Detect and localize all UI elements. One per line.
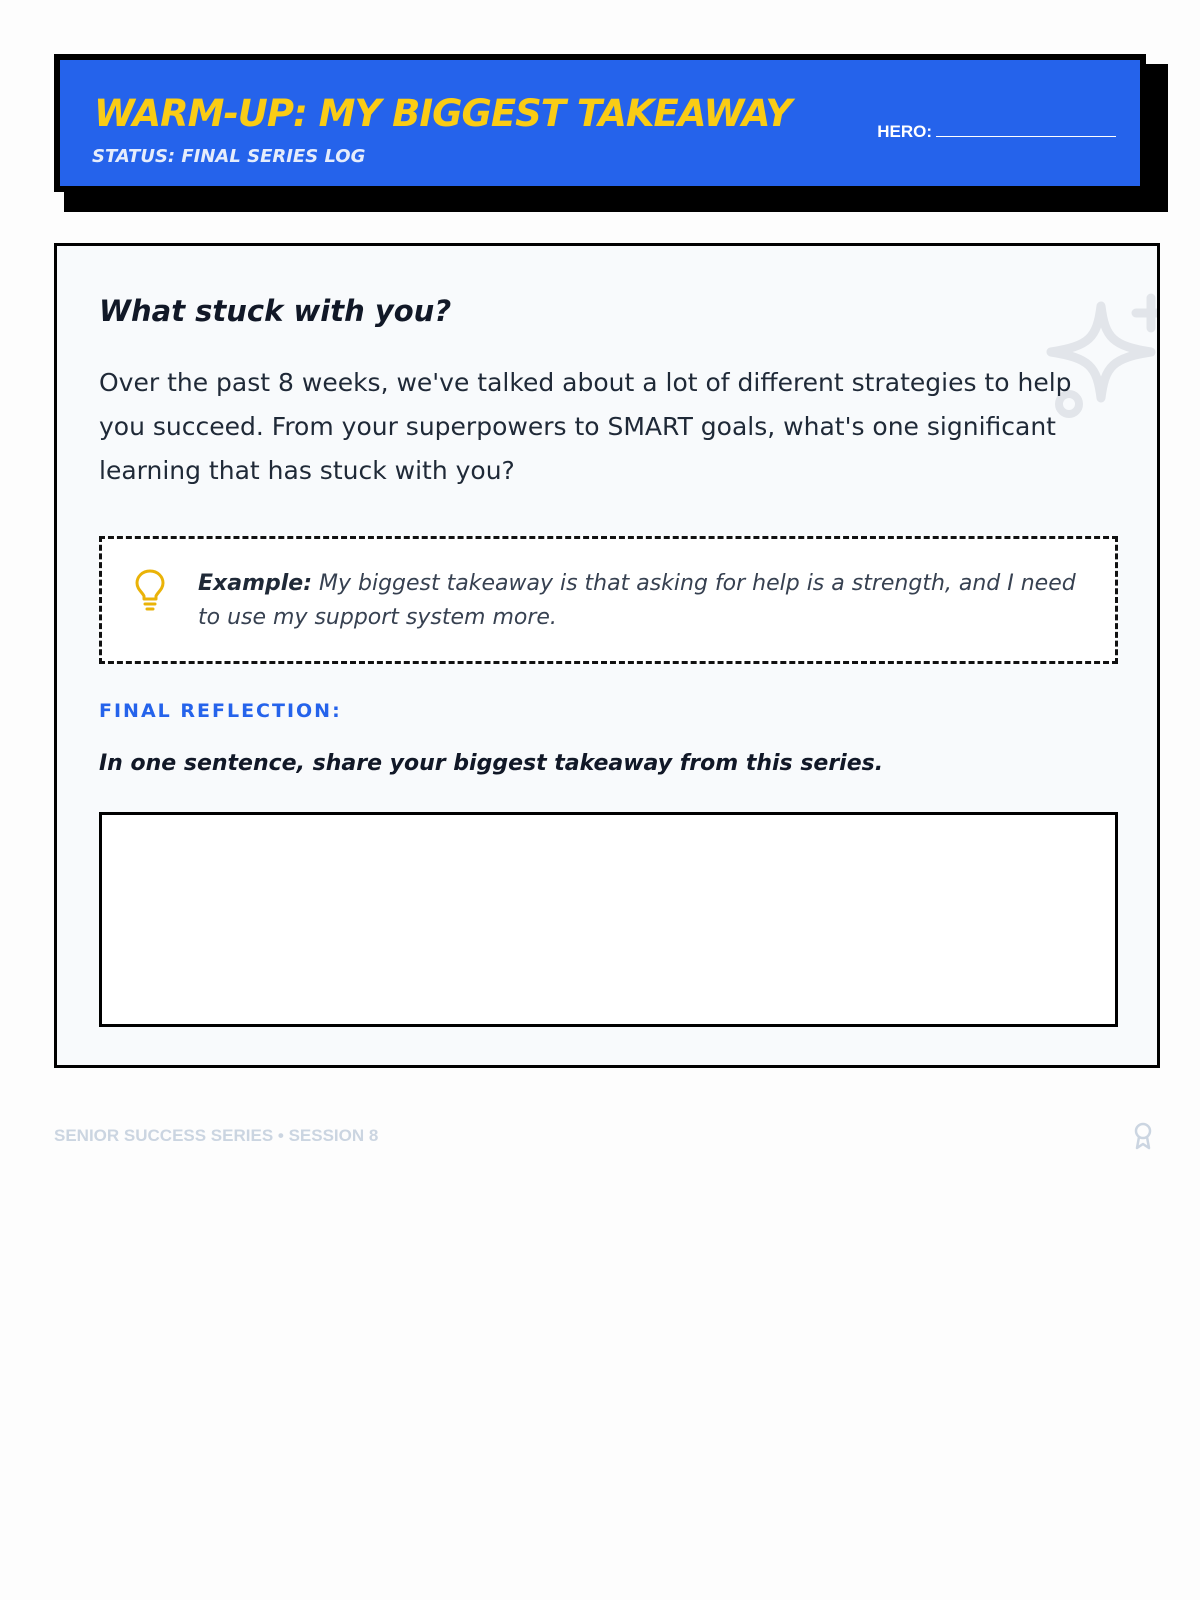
hero-name-line[interactable] [936,135,1116,137]
example-label: Example: [198,571,312,596]
hero-label: HERO: [877,122,932,141]
final-reflection-label: FINAL REFLECTION: [99,700,342,722]
page-title: WARM-UP: MY BIGGEST TAKEAWAY [94,92,792,135]
award-icon [1133,1122,1153,1150]
lightbulb-icon [134,567,166,611]
reflection-prompt: In one sentence, share your biggest takeaway from this series. [99,751,884,776]
example-callout [99,536,1118,664]
takeaway-answer-field[interactable] [99,812,1118,1027]
card-heading: What stuck with you? [99,294,452,328]
card-body-text: Over the past 8 weeks, we've talked about a lot of different strategies to help you succeed. From your superpowers to SMART goals, what's one significant learning that has stuck with you? [99,368,1072,485]
header-banner [54,54,1146,192]
example-body: My biggest takeaway is that asking for help is a strength, and I need to use my support system more. [198,571,1076,630]
footer-series-label: SENIOR SUCCESS SERIES • SESSION 8 [54,1126,379,1145]
reflection-card [54,243,1160,1068]
status-subtitle: STATUS: FINAL SERIES LOG [92,146,366,167]
hero-field[interactable] [877,122,1116,142]
example-text [198,567,1078,635]
